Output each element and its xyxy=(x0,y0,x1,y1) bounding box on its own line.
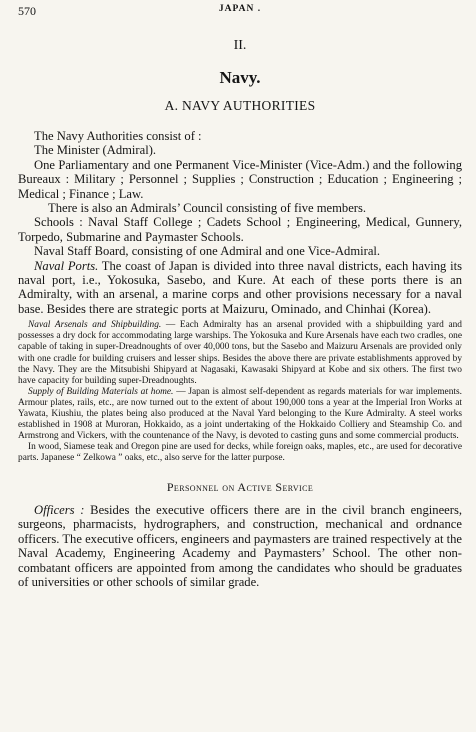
paragraph-arsenals xyxy=(18,320,462,387)
paragraph-minister: The Minister (Admiral). xyxy=(34,143,157,158)
chapter-title: Navy. xyxy=(219,68,261,87)
personnel-heading: Personnel on Active Service xyxy=(166,479,314,494)
paragraph-authorities-intro: The Navy Authorities consist of : xyxy=(34,129,202,143)
navy-authorities-body xyxy=(18,129,462,316)
materials-text: — Japan is almost self-dependent as regards materials for war implements. Armour plates, rails, etc., are now turned out to the extent of about 190,000 tons a year at the Imperial Iron Works at Yawata, Kiushiu, the plates being also produced at the Naval Yard belonging to the Kure Admiralty. A steel works established in 1908 at Muroran, Hokkaido, as a joint undertaking of the Hokkaido Colliery and Steamship Co. and Armstrong and Vickers, with the countenance of the Navy, is devoted to casting guns and some commercial products. xyxy=(18,386,462,442)
paragraph-admirals-council: There is also an Admirals’ Council consisting of five members. xyxy=(48,201,367,216)
materials-runin: Supply of Building Materials at home. xyxy=(28,386,174,397)
paragraph-officers xyxy=(18,503,462,590)
paragraph-naval-ports xyxy=(18,259,462,317)
officers-runin: Officers : xyxy=(34,502,85,517)
paragraph-staff-board: Naval Staff Board, consisting of one Admiral and one Vice-Admiral. xyxy=(34,244,381,259)
running-title: JAPAN . xyxy=(218,4,262,14)
arsenals-text: — Each Admiralty has an arsenal provided with a shipbuilding yard and possesses a dry dock for accommodating large warships. The Yokosuka and Kure Arsenals have each two cradles, one capable of taking in super-Dreadnoughts of over 40,000 tons, but the Sasebo and Maizuru Arsenals are provided only with one cradle for building cruisers and lesser ships. Besides the above there are private establishments approved by the Navy. They are the Mitsubishi Shipyard at Nagasaki, Kawasaki Shipyard at Kobe and six others. The first two have capacity for building super-Dreadnoughts. xyxy=(18,320,462,386)
paragraph-schools: Schools : Naval Staff College ; Cadets School ; Engineering, Medical, Gunnery, Torpedo, Submarine and Paymaster Schools. xyxy=(18,215,462,244)
paragraph-vice-ministers: One Parliamentary and one Permanent Vice-Minister (Vice-Adm.) and the following Bureaux : Military ; Personnel ; Supplies ; Construction ; Education ; Engineering ; Medical ; Finance ; Law. xyxy=(18,157,462,201)
naval-ports-runin: Naval Ports. xyxy=(34,258,99,273)
running-head xyxy=(18,4,462,22)
section-numeral: II. xyxy=(233,38,247,53)
paragraph-building-materials xyxy=(18,387,462,442)
small-print-block xyxy=(18,320,462,464)
naval-ports-text: The coast of Japan is divided into three naval districts, each having its naval port, i.e., Yokosuka, Sasebo, and Kure. At each of these ports there is an Admiralty, with an arsenal, a marine corps and other provisions necessary for a naval base. Besides there are strategic ports at Maizuru, Ominado, and Chinhai (Korea). xyxy=(18,258,462,316)
officers-text: Besides the executive officers there are in the civil branch engineers, surgeons, pharmacists, hydrographers, and construction, mechanical and ordnance officers. The executive officers, engineers and paymasters are trained respectively at the Naval Academy, Engineering Academy and Paymasters’ School. The other non-combatant officers are appointed from among the candidates who should be graduates of universities or other schools of similar grade. xyxy=(18,502,462,589)
paragraph-wood: In wood, Siamese teak and Oregon pine are used for decks, while foreign oaks, maples, etc., are used for decorative parts. Japanese “ Zelkowa ” oaks, etc., also serve for the latter purpose. xyxy=(18,442,462,464)
page-number: 570 xyxy=(18,4,36,18)
arsenals-runin: Naval Arsenals and Shipbuilding. xyxy=(28,320,162,331)
subsection-title: A. NAVY AUTHORITIES xyxy=(164,98,316,113)
